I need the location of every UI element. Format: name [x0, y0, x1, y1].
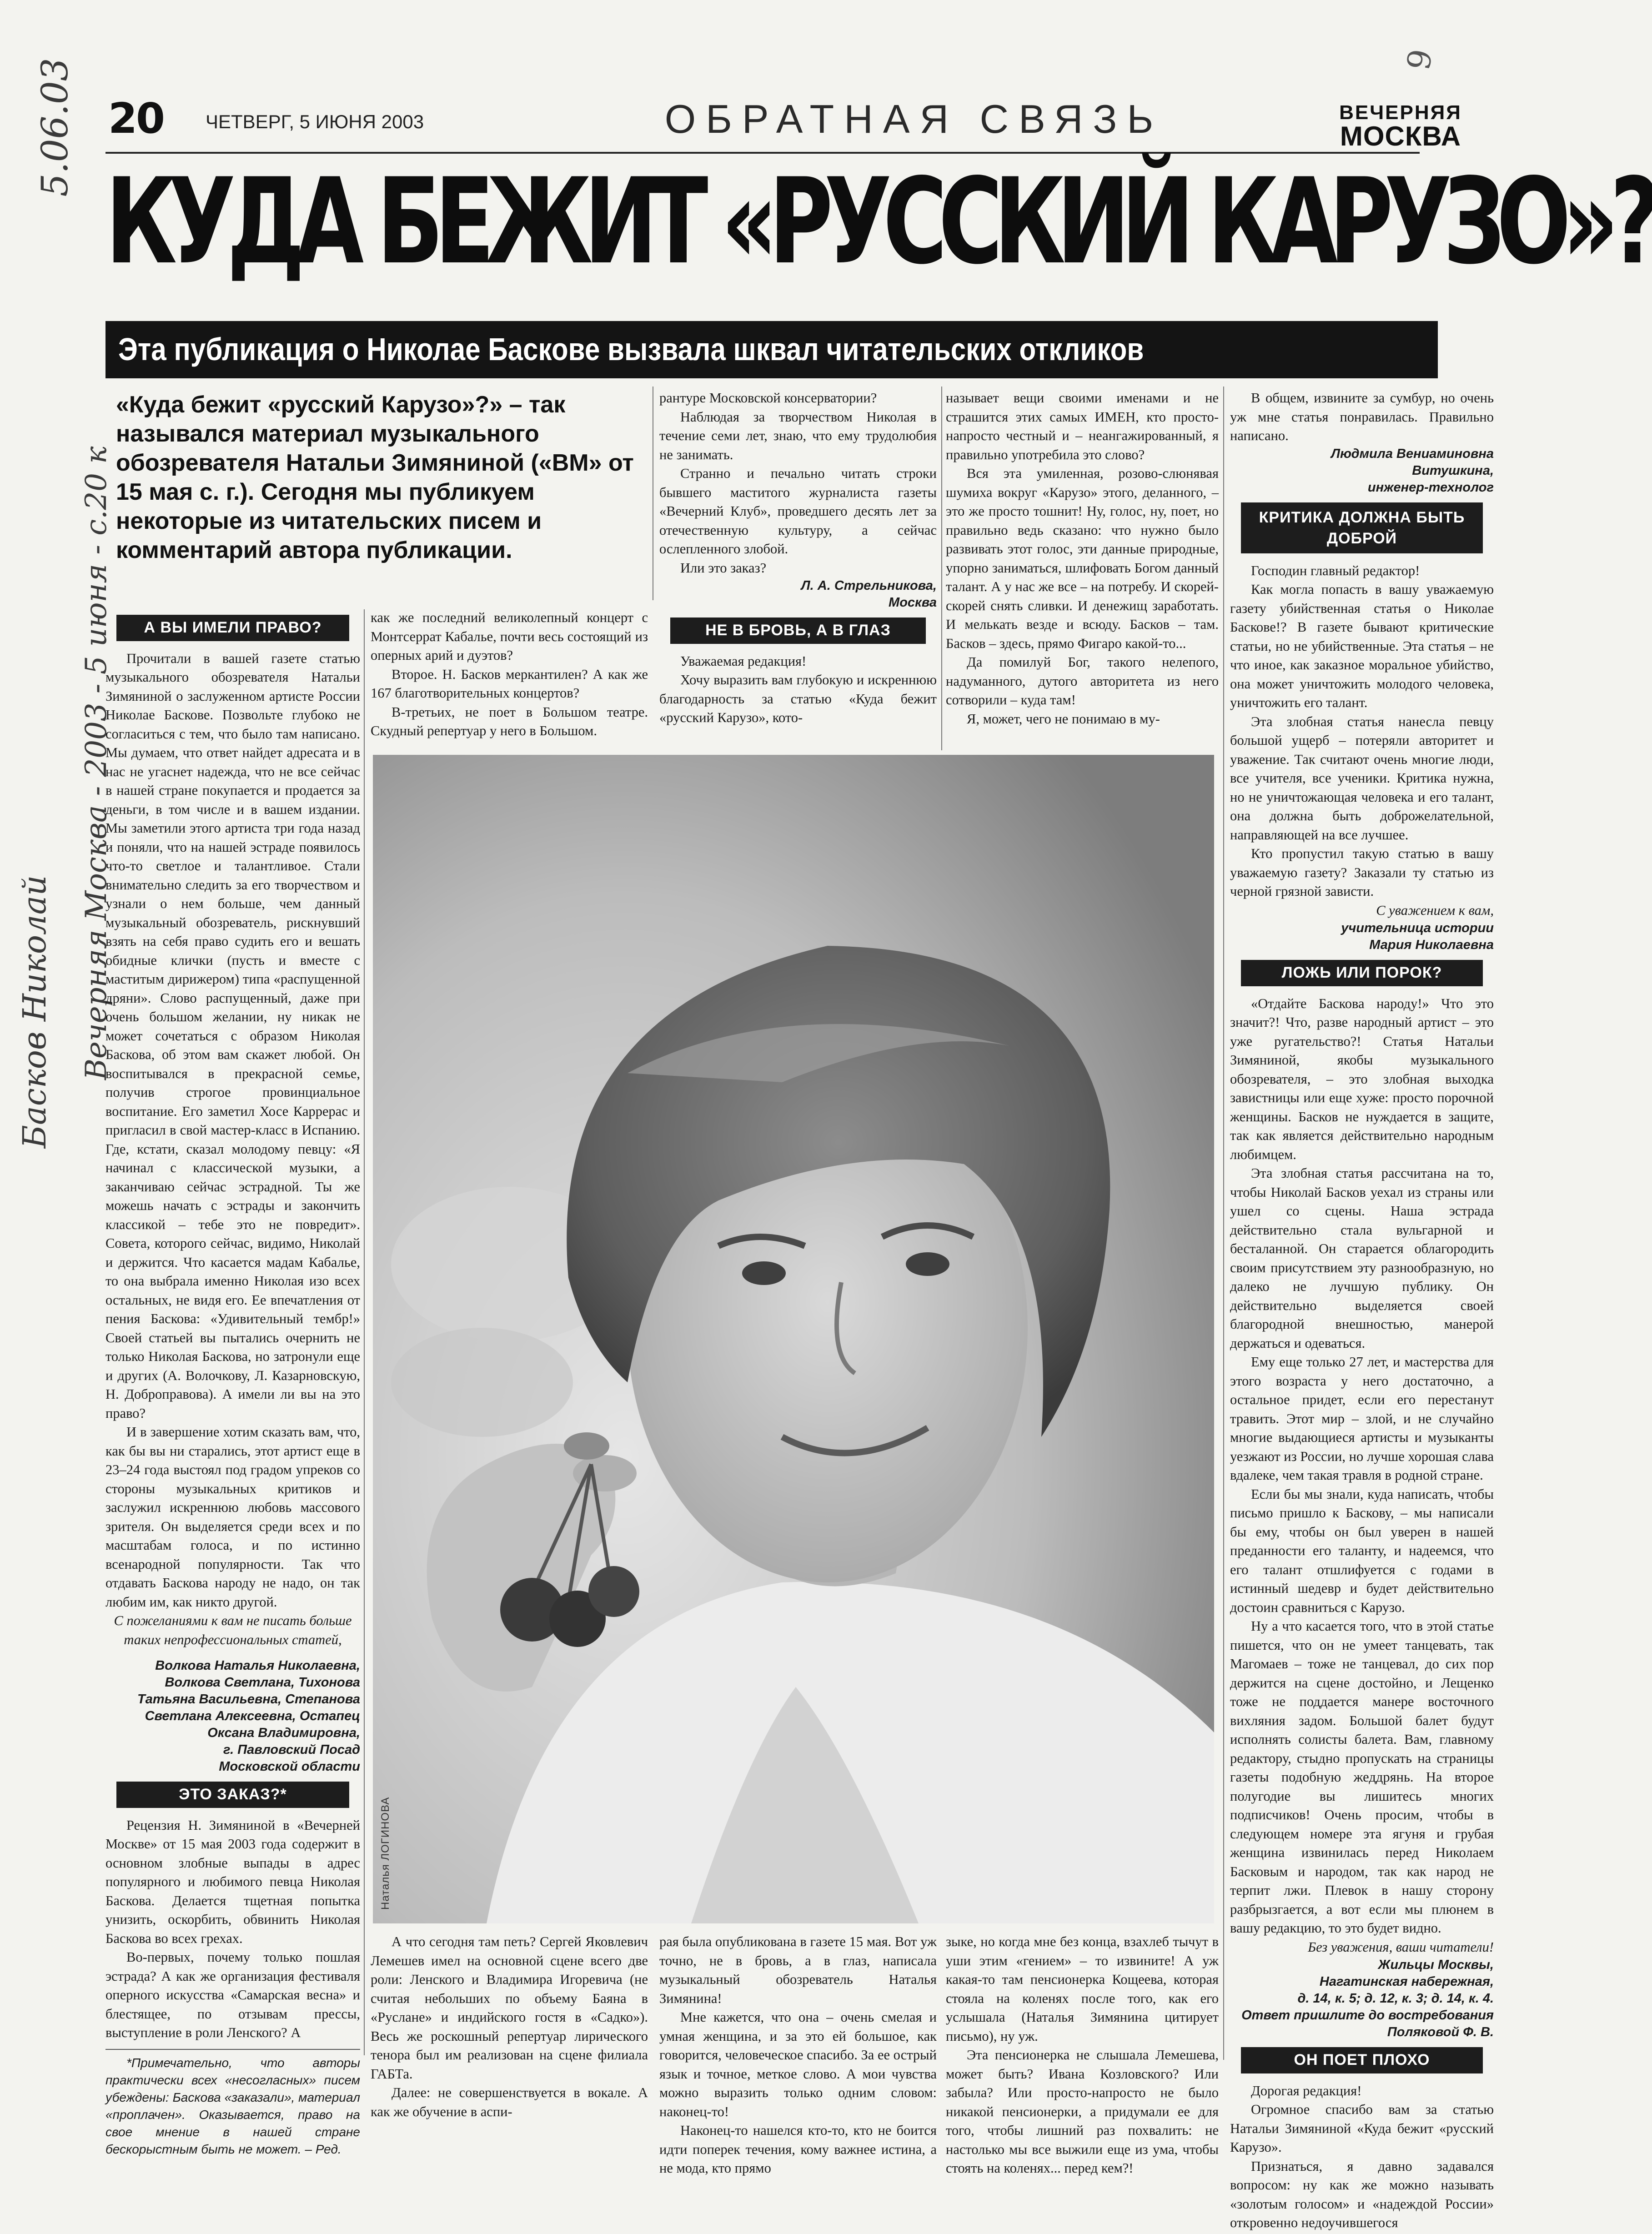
signature-line: Волкова Светлана, Тихонова — [165, 1675, 360, 1690]
signature-line: инженер-технолог — [1367, 480, 1494, 495]
logo-line-2: МОСКВА — [1340, 121, 1461, 151]
photo-credit: Наталья ЛОГИНОВА — [379, 1797, 392, 1910]
col5-closing: С уважением к вам, — [1376, 902, 1494, 918]
column-5 — [1230, 389, 1494, 2230]
signature-line: Москва — [889, 595, 937, 610]
logo-line-1: ВЕЧЕРНЯЯ — [1339, 101, 1462, 124]
col4-paragraph: Да помилуй Бог, такого нелепого, надуманного, дутого авторитета из него сотворили – куда там! — [946, 654, 1219, 708]
column-2-bottom — [371, 1933, 648, 2124]
col1-paragraph: Рецензия Н. Зимяниной в «Вечерней Москве» от 15 мая 2003 года содержит в основном злобные выпады в адрес популярного и любимого певца Николая Баскова. Делается тщетная попытка унизить, оскорбить, обвинить Николая Баскова во всех грехах. — [105, 1817, 360, 1946]
signature-line: г. Павловский Посад — [223, 1742, 360, 1757]
col5-closing: Без уважения, ваши читатели! — [1308, 1939, 1494, 1955]
col5-paragraph: Дорогая редакция! — [1251, 2083, 1362, 2098]
col2-paragraph: А что сегодня там петь? Сергей Яковлевич Лемешев имел на основной сцене всего две роли: Ленского и Владимира Игоревича (не считая небольших по объему Баяна в «Руслане» и индийского гостя в «Садко»). Весь же роскошный репертуар лирического тенора был им реализован на сцене филиала ГАБТа. — [371, 1934, 648, 2082]
handwritten-date-text: 5.06.03 — [33, 58, 76, 197]
col2-paragraph: В-третьих, не поет в Большом театре. Скудный репертуар у него в Большом. — [371, 704, 648, 738]
col3-paragraph: Наконец-то нашелся кто-то, кто не боится идти поперек течения, кому важнее истина, а не мода, кто прямо — [659, 2123, 937, 2176]
col4-paragraph: Вся эта умиленная, розово-слюнявая шумиха вокруг «Карузо» этого, деланного, – это же просто тошнит! Ну, голос, ну, поет, но правильно ведь сказано: что нужно было развивать этот голос, эти данные природные, упорно заниматься, шлифовать Богом данный талант. А у нас же все – на потребу. И скорей-скорей снять сливки. И денежищ заработать. И мелькать везде и всюду. Басков – там. Басков – здесь, прямо Фигаро какой-то... — [946, 466, 1219, 651]
column-4 — [946, 389, 1219, 753]
issue-date: ЧЕТВЕРГ, 5 ИЮНЯ 2003 — [206, 111, 424, 132]
signature-line: Поляковой Ф. В. — [1387, 2025, 1494, 2039]
signature-line: учительница истории — [1341, 921, 1494, 935]
signature-line: Московской области — [219, 1759, 360, 1774]
handwritten-source-note: Вечерняя Москва - 2003 - 5 июня - с.20 к — [80, 446, 113, 1080]
signature-line: Л. А. Стрельникова, — [801, 578, 937, 593]
col5-paragraph: Господин главный редактор! — [1251, 562, 1420, 578]
col3-paragraph: Или это заказ? — [680, 560, 767, 576]
col5-paragraph: В общем, извините за сумбур, но очень уж мне статья понравилась. Правильно написано. — [1230, 390, 1494, 443]
column-2 — [371, 608, 648, 745]
section-title: ОБРАТНАЯ СВЯЗЬ — [664, 96, 1164, 141]
col3-paragraph: Уважаемая редакция! — [680, 653, 807, 669]
col1-paragraph: Прочитали в вашей газете статью музыкального обозревателя Натальи Зимяниной о заслуженном артисте России Николае Баскове. Позвольте глубоко не согласиться с тем, что было там написано. Мы думаем, что ответ найдет адресата и в нас не угаснет надежда, что не все сейчас в нашей стране покупается и продается за деньги, в том числе и в вашем издании. Мы заметили этого артиста три года назад и поняли, что на нашей эстраде появилось что-то светлое и талантливое. Стали внимательно следить за его творчеством и узнали о нем больше, чем данный музыкальный обозреватель, рискнувший взять на себя право судить его и вешать обидные клички (пусть и вместе с маститым дирижером) типа «распущенной дряни». Слово распущенный, даже при очень большом желании, ну никак не может сочетаться с образом Николая Баскова, об этом вам скажет любой. Он воспитывался в прекрасной семье, получив строгое провинциальное воспитание. Его заметил Хосе Каррерас и пригласил в свой мастер-класс в Испанию. Где, кстати, сказал молодому певцу: «Я начинал с классической музыки, а заканчиваю сейчас эстрадной. Ты же можешь начать с эстрады и закончить классикой – тебе это не повредит». Совета, которого сейчас, видимо, Николай и держится. Что касается мадам Кабалье, то она выбрала именно Николая изо всех остальных, не видя его. Ее впечатления от пения Баскова: «Удивительный тембр!» Своей статьей вы пытались очернить не только Николая Баскова, но затронули еще и других (А. Волочкову, Л. Казарновскую, Н. Доброправова). А имели ли вы на это право? — [105, 650, 360, 1421]
col3-paragraph: рая была опубликована в газете 15 мая. Вот уж точно, не в бровь, а в глаз, написала музыкальный обозреватель Наталья Зимянина! — [659, 1934, 937, 2006]
signature-line: Светлана Алексеевна, Остапец — [145, 1709, 360, 1723]
column-rule-3 — [941, 387, 942, 750]
signature-line: Витушкина, — [1412, 463, 1494, 478]
signature-line: Мария Николаевна — [1369, 938, 1494, 952]
col3-paragraph: Наблюдая за творчеством Николая в течение семи лет, знаю, что ему трудолюбия не занимать. — [659, 409, 937, 462]
signature-line: Ответ пришлите до востребования — [1241, 2008, 1494, 2023]
col2-paragraph: как же последний великолепный концерт с Монтсеррат Кабалье, почти весь состоящий из оперных арий и дуэтов? — [371, 610, 648, 663]
col5-paragraph: «Отдайте Баскова народу!» Что это значит?! Что, разве народный артист – это уже ругательство?! Статья Натальи Зимяниной, якобы музыкального обозревателя, – это злобная выходка завистницы или еще хуже: просто порочной женщины. Басков не нуждается в защите, так как является действительно народным любимцем. — [1230, 995, 1494, 1162]
signature-line: д. 14, к. 5; д. 12, к. 3; д. 14, к. 4. — [1297, 1991, 1494, 2006]
article-lead: «Куда бежит «русский Карузо»?» – так назывался материал музыкального обозревателя Натальи Зимяниной («ВМ» от 15 мая с. г.). Сегодня мы публикуем некоторые из читательских писем и комментарий автора публикации. — [116, 392, 634, 563]
col1-closing: С пожеланиями к вам не писать больше таких непрофессиональных статей, — [114, 1613, 352, 1647]
signature-line: Жильцы Москвы, — [1378, 1958, 1494, 1972]
col1-paragraph: Во-первых, почему только пошлая эстрада? А как же организация фестиваля оперного искусства «Самарская весна» и блестящее, по отзывам прессы, выступление в роли Ленского? А — [105, 1949, 360, 2040]
column-rule-1 — [364, 609, 365, 2055]
handwritten-mark: 9 — [1400, 46, 1440, 73]
col5-paragraph: Как могла попасть в вашу уважаемую газету убийственная статья о Николае Баскове!? В газете бывают критические статьи, но не убийственные. Эта статья – не что иное, как заказное моральное убийство, она может уничтожить молодого человека, уничтожить его талант. — [1230, 582, 1494, 710]
column-1 — [105, 608, 360, 2156]
col3-paragraph: Хочу выразить вам глубокую и искреннюю благодарность за статью «Куда бежит «русский Карузо», кото- — [659, 672, 937, 725]
col3-paragraph: Странно и печально читать строки бывшего маститого журналиста газеты «Вечерний Клуб», проведшего десять лет за отечественную культуру, а сейчас ослепленного злобой. — [659, 466, 937, 557]
newspaper-logo — [1319, 101, 1482, 151]
column-3-bottom — [659, 1933, 937, 2176]
column-rule-4 — [1223, 387, 1224, 2060]
col4-paragraph: Эта пенсионерка не слышала Лемешева, может быть? Ивана Козловского? Или забыла? Или просто-напросто не было никакой пенсионерки, а придумали ее для того, чтобы лишний раз похвалить: не настолько мы все выжили еще из ума, чтобы стоять на коленях... перед кем?! — [946, 2047, 1219, 2176]
heading-a-vy-imeli-pravo: А ВЫ ИМЕЛИ ПРАВО? — [116, 615, 349, 641]
col4-paragraph: Я, может, чего не понимаю в му- — [967, 711, 1160, 727]
signature-line: Татьяна Васильевна, Степанова — [137, 1692, 360, 1707]
column-4-bottom — [946, 1933, 1219, 2176]
col5-paragraph: Эта злобная статья рассчитана на то, чтобы Николай Басков уехал из страны или ушел со сцены. Наша эстрада действительно стала вульгарной и бесталанной. Он старается облагородить своим присутствием эту разнообразную, но далеко не лучшую публику. Он действительно выделяется своей благородной внешностью, манерой держаться и одеваться. — [1230, 1165, 1494, 1351]
col5-paragraph: Эта злобная статья нанесла певцу большой ущерб – потеряли авторитет и уважение. Так считают очень многие люди, все учителя, все ученики. Критика нужна, но не уничтожающая человека и его талант, она должна быть доброжелательной, направляющей на все лучшее. — [1230, 713, 1494, 843]
signature-line: Нагатинская набережная, — [1319, 1974, 1494, 1989]
heading-ne-v-brov: НЕ В БРОВЬ, А В ГЛАЗ — [670, 617, 926, 644]
handwritten-name-note: Басков Николай — [16, 875, 53, 1149]
col5-paragraph: Огромное спасибо вам за статью Натальи Зимяниной «Куда бежит «русский Карузо». — [1230, 2102, 1494, 2155]
signature-line: Людмила Вениаминовна — [1331, 446, 1494, 461]
col4-paragraph: зыке, но когда мне без конца, взахлеб тычут в уши этим «гением» – то извините! А уж какая-то там пенсионерка Кощеева, которая стояла на коленях после того, как его услышала (Наталья Зимянина цитирует письмо), ну уж. — [946, 1934, 1219, 2044]
signature-line: Оксана Владимировна, — [207, 1726, 360, 1740]
heading-lozh-ili-porok: ЛОЖЬ ИЛИ ПОРОК? — [1241, 960, 1483, 986]
col5-paragraph: Кто пропустил такую статью в вашу уважаемую газету? Заказали ту статью из черной грязной зависти. — [1230, 846, 1494, 899]
column-3 — [659, 389, 937, 753]
editor-footnote: *Примечательно, что авторы практически всех «несогласных» писем убеждены: Баскова «заказали», материал «проплачен». Оказывается, право на свое мнение в нашей стране бескорыстным быть не может. – Ред. — [105, 2055, 360, 2156]
signature-line: Волкова Наталья Николаевна, — [155, 1658, 360, 1673]
col5-paragraph: Ну а что касается того, что в этой статье пишется, что он не умеет танцевать, так Магомаев – тоже не танцевал, до сих пор держится на сцене достойно, и Лещенко тоже не поддается манере восточного вихляния задом. Большой балет будут исполнять солисты балета. Вам, главному редактору, стыдно пропускать на страницы газеты подобную жеддрянь. На второе полугодие вы лишитесь многих подписчиков! Очень просим, чтобы в следующем номере эта ягуня и грубая женщина извинилась перед Николаем Басковым и народом, так как народ не терпит лжи. Плевок в нашу сторону разбрызгается, а вот если мы плюнем в вашу редакцию, то это будет видно. — [1230, 1618, 1494, 1936]
col2-paragraph: Далее: не совершенствуется в вокале. А как же обучение в аспи- — [371, 2085, 648, 2119]
col2-paragraph: Второе. Н. Басков меркантилен? А как же 167 благотворительных концертов? — [371, 666, 648, 701]
col3-paragraph: рантуре Московской консерватории? — [659, 390, 877, 406]
heading-kritika: КРИТИКА ДОЛЖНА БЫТЬ ДОБРОЙ — [1241, 502, 1483, 553]
heading-on-poet-ploho: ОН ПОЕТ ПЛОХО — [1241, 2047, 1483, 2073]
page-number: 20 — [108, 94, 164, 143]
col5-paragraph: Признаться, я давно задавался вопросом: ну как же можно называть «золотым голосом» и «надеждой России» откровенно недоучившегося — [1230, 2158, 1494, 2230]
article-subtitle: Эта публикация о Николае Баскове вызвала шквал читательских откликов — [118, 331, 1144, 367]
portrait-photo-illustration — [373, 755, 1214, 1923]
col4-paragraph: называет вещи своими именами и не страшится этих самых ИМЕН, кто просто-напросто честный и – неангажированный, я правильно употребила это слово? — [946, 390, 1219, 462]
col3-paragraph: Мне кажется, что она – очень смелая и умная женщина, и за это ей большое, как говорится, человеческое спасибо. За ее острый язык и точное, меткое слово. А мои чувства можно выразить только одним словом: наконец-то! — [659, 2009, 937, 2119]
col5-paragraph: Если бы мы знали, куда написать, чтобы письмо пришло к Баскову, – мы написали бы ему, чтобы он был уверен в нашей преданности его таланту, и надеемся, что его талант отшлифуется с годами в истинный шедевр и будет действительно достоин сравниться с Карузо. — [1230, 1486, 1494, 1615]
heading-eto-zakaz: ЭТО ЗАКАЗ?* — [116, 1782, 349, 1808]
col1-paragraph: И в завершение хотим сказать вам, что, как бы вы ни старались, этот артист еще в 23–24 года выстоял под градом упреков со стороны музыкальных критиков и заслужил искреннюю любовь массового зрителя. Он выделяется среди всех и по масштабам голоса, и по истинно всенародной популярности. Так что отдавать Баскова народу не надо, он так любим им, как никто другой. — [105, 1424, 360, 1610]
portrait-photo — [373, 755, 1214, 1923]
col5-paragraph: Ему еще только 27 лет, и мастерства для этого возраста у него достаточно, а остальное придет, если его перестанут травить. Этот мир – злой, и не случайно многие выдающиеся артисты и музыканты уезжают из России, но лучше хорошая слава вдалеке, чем такая травля в родной стране. — [1230, 1354, 1494, 1483]
article-title: КУДА БЕЖИТ «РУССКИЙ КАРУЗО»? — [105, 153, 1652, 291]
